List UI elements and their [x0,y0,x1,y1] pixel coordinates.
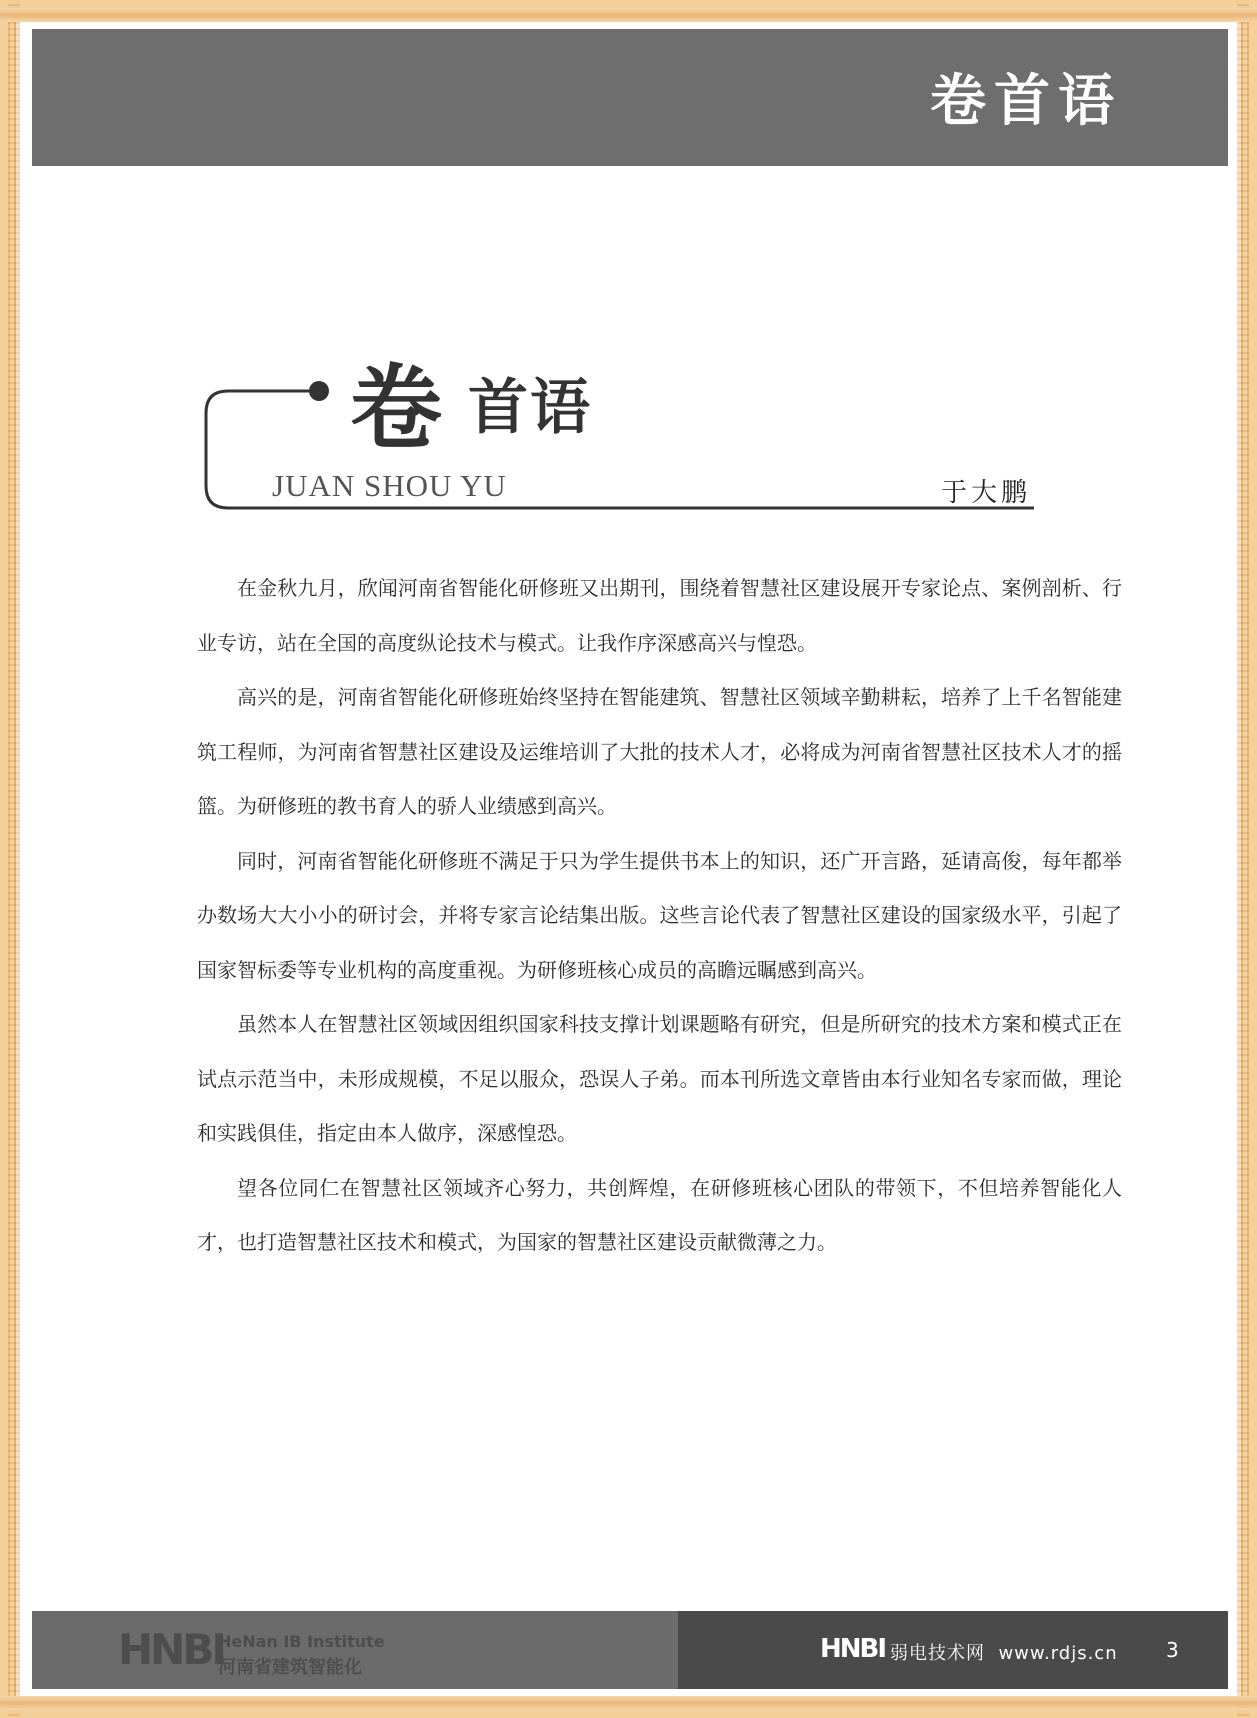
author-name: 于大鹏 [940,478,1031,508]
paragraph: 在金秋九月，欣闻河南省智能化研修班又出期刊，围绕着智慧社区建设展开专家论点、案例剖析、行业专访，站在全国的高度纵论技术与模式。让我作序深感高兴与惶恐。 [197,576,1122,655]
page-number: 3 [1166,1638,1179,1662]
hnbi-logo: HNBI [118,1625,224,1674]
paragraph: 虽然本人在智慧社区领域因组织国家科技支撑计划课题略有研究，但是所研究的技术方案和模式正在试点示范当中，未形成规模，不足以服众，恐误人子弟。而本刊所选文章皆由本行业知名专家而做，理论和实践俱佳，指定由本人做序，深感惶恐。 [197,1012,1122,1145]
frame-right-rail [1237,0,1249,1718]
title-pinyin: JUAN SHOU YU [272,468,507,503]
hnbi-logo-small: HNBI [820,1634,886,1664]
paragraph: 高兴的是，河南省智能化研修班始终坚持在智能建筑、智慧社区领域辛勤耕耘，培养了上千名智能建筑工程师，为河南省智慧社区建设及运维培训了大批的技术人才，必将成为河南省智慧社区技术人才的摇篮。为研修班的教书育人的骄人业绩感到高兴。 [197,685,1122,818]
paragraph: 同时，河南省智能化研修班不满足于只为学生提供书本上的知识，还广开言路，延请高俊，每年都举办数场大大小小的研讨会，并将专家言论结集出版。这些言论代表了智慧社区建设的国家级水平，引起了国家智标委等专业机构的高度重视。为研修班核心成员的高瞻远瞩感到高兴。 [197,848,1122,982]
site-name: 弱电技术网 [890,1643,985,1664]
frame-bottom-rail [0,1696,1257,1710]
site-url: www.rdjs.cn [998,1643,1118,1664]
frame-top-rail [0,8,1257,22]
header-title: 卷首语 [930,69,1122,134]
header-bar [32,29,1228,166]
paragraph: 望各位同仁在智慧社区领域齐心努力，共创辉煌，在研修班核心团队的带领下，不但培养智能化人才，也打造智慧社区技术和模式，为国家的智慧社区建设贡献微薄之力。 [197,1175,1122,1254]
article-body [197,561,1122,1270]
institute-name-en: HeNan IB Institute [218,1632,385,1651]
frame-left-rail [8,0,20,1718]
institute-name-cn: 河南省建筑智能化 [218,1657,362,1678]
site-info [890,1639,1118,1665]
title-rest-chars: 首语 [468,373,592,443]
footer-left-panel [32,1611,678,1689]
footer-right-panel [678,1611,1228,1689]
title-first-char: 卷 [350,354,443,462]
